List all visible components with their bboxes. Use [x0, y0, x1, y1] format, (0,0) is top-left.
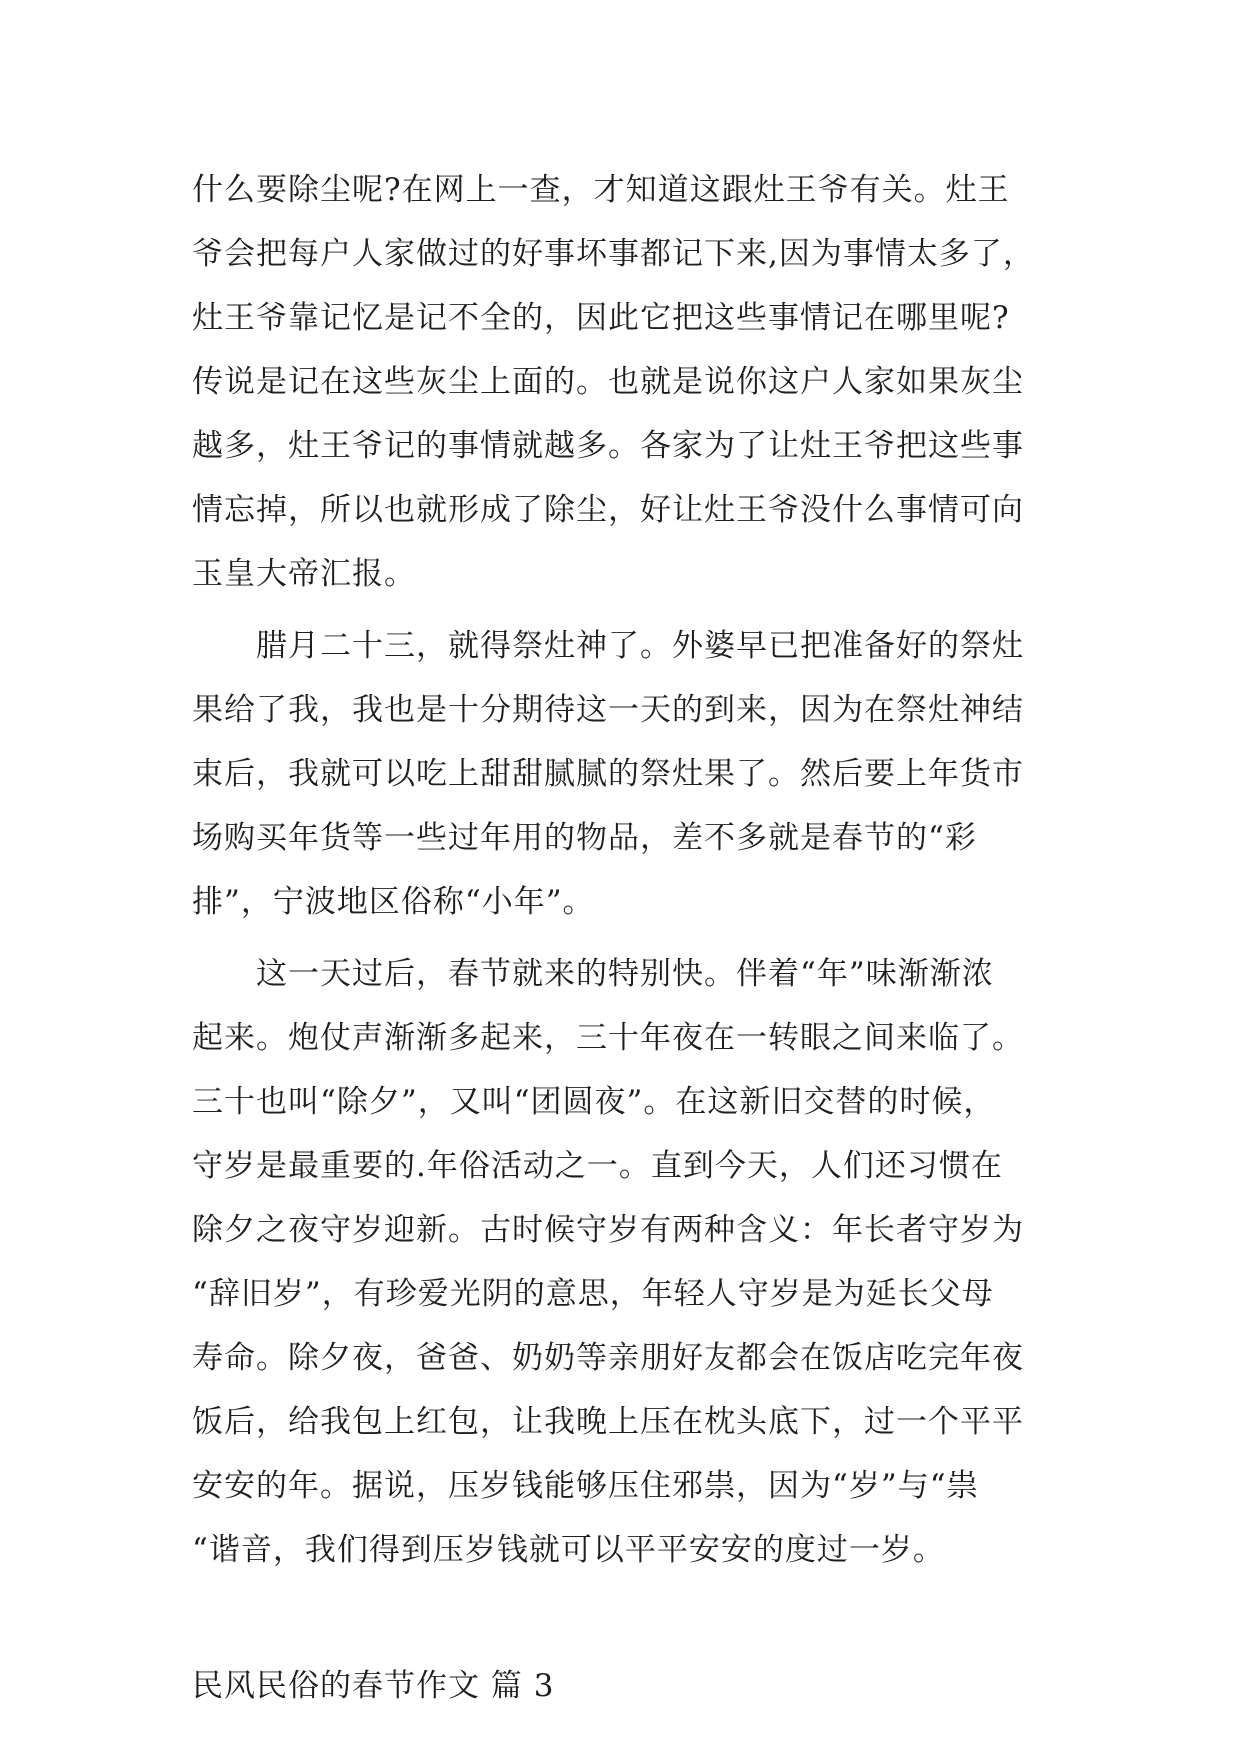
paragraph-1 — [192, 158, 1082, 606]
section-gap — [192, 1582, 1082, 1654]
text-line: 排”，宁波地区俗称“小年”。 — [192, 884, 595, 920]
text-line: 灶王爷靠记忆是记不全的，因此它把这些事情记在哪里呢? — [192, 300, 1010, 336]
text-line: 束后，我就可以吃上甜甜腻腻的祭灶果了。然后要上年货市 — [192, 756, 1024, 792]
paragraph-3 — [192, 942, 1082, 1582]
text-line: 饭后，给我包上红包，让我晚上压在枕头底下，过一个平平 — [192, 1404, 1024, 1440]
text-line: 除夕之夜守岁迎新。古时候守岁有两种含义：年长者守岁为 — [192, 1212, 1024, 1248]
paragraph-gap — [192, 606, 1082, 614]
text-line: 爷会把每户人家做过的好事坏事都记下来,因为事情太多了， — [192, 236, 1035, 272]
text-line: 寿命。除夕夜，爸爸、奶奶等亲朋好友都会在饭店吃完年夜 — [192, 1340, 1024, 1376]
text-line: 这一天过后，春节就来的特别快。伴着“年”味渐渐浓 — [192, 956, 994, 992]
text-line: 安安的年。据说，压岁钱能够压住邪祟，因为“岁”与“祟 — [192, 1468, 979, 1504]
text-line: 场购买年货等一些过年用的物品，差不多就是春节的“彩 — [192, 820, 977, 856]
text-line: 什么要除尘呢?在网上一查，才知道这跟灶王爷有关。灶王 — [192, 172, 1010, 208]
text-line: 腊月二十三，就得祭灶神了。外婆早已把准备好的祭灶 — [192, 628, 1024, 664]
text-line: 三十也叫“除夕”，又叫“团圆夜”。在这新旧交替的时候， — [192, 1084, 996, 1120]
text-line: 起来。炮仗声渐渐多起来，三十年夜在一转眼之间来临了。 — [192, 1020, 1024, 1056]
text-line: 守岁是最重要的.年俗活动之一。直到今天，人们还习惯在 — [192, 1148, 1003, 1184]
text-line: “谐音，我们得到压岁钱就可以平平安安的度过一岁。 — [192, 1532, 945, 1568]
text-line: 传说是记在这些灰尘上面的。也就是说你这户人家如果灰尘 — [192, 364, 1024, 400]
paragraph-2 — [192, 614, 1082, 934]
paragraph-gap — [192, 934, 1082, 942]
text-line: 玉皇大帝汇报。 — [192, 556, 416, 592]
document-body — [192, 158, 1082, 1718]
text-line: 果给了我，我也是十分期待这一天的到来，因为在祭灶神结 — [192, 692, 1024, 728]
section-heading: 民风民俗的春节作文 篇 3 — [192, 1668, 555, 1704]
text-line: 情忘掉，所以也就形成了除尘，好让灶王爷没什么事情可向 — [192, 492, 1024, 528]
text-line: “辞旧岁”，有珍爱光阴的意思，年轻人守岁是为延长父母 — [192, 1276, 994, 1312]
text-line: 越多，灶王爷记的事情就越多。各家为了让灶王爷把这些事 — [192, 428, 1024, 464]
